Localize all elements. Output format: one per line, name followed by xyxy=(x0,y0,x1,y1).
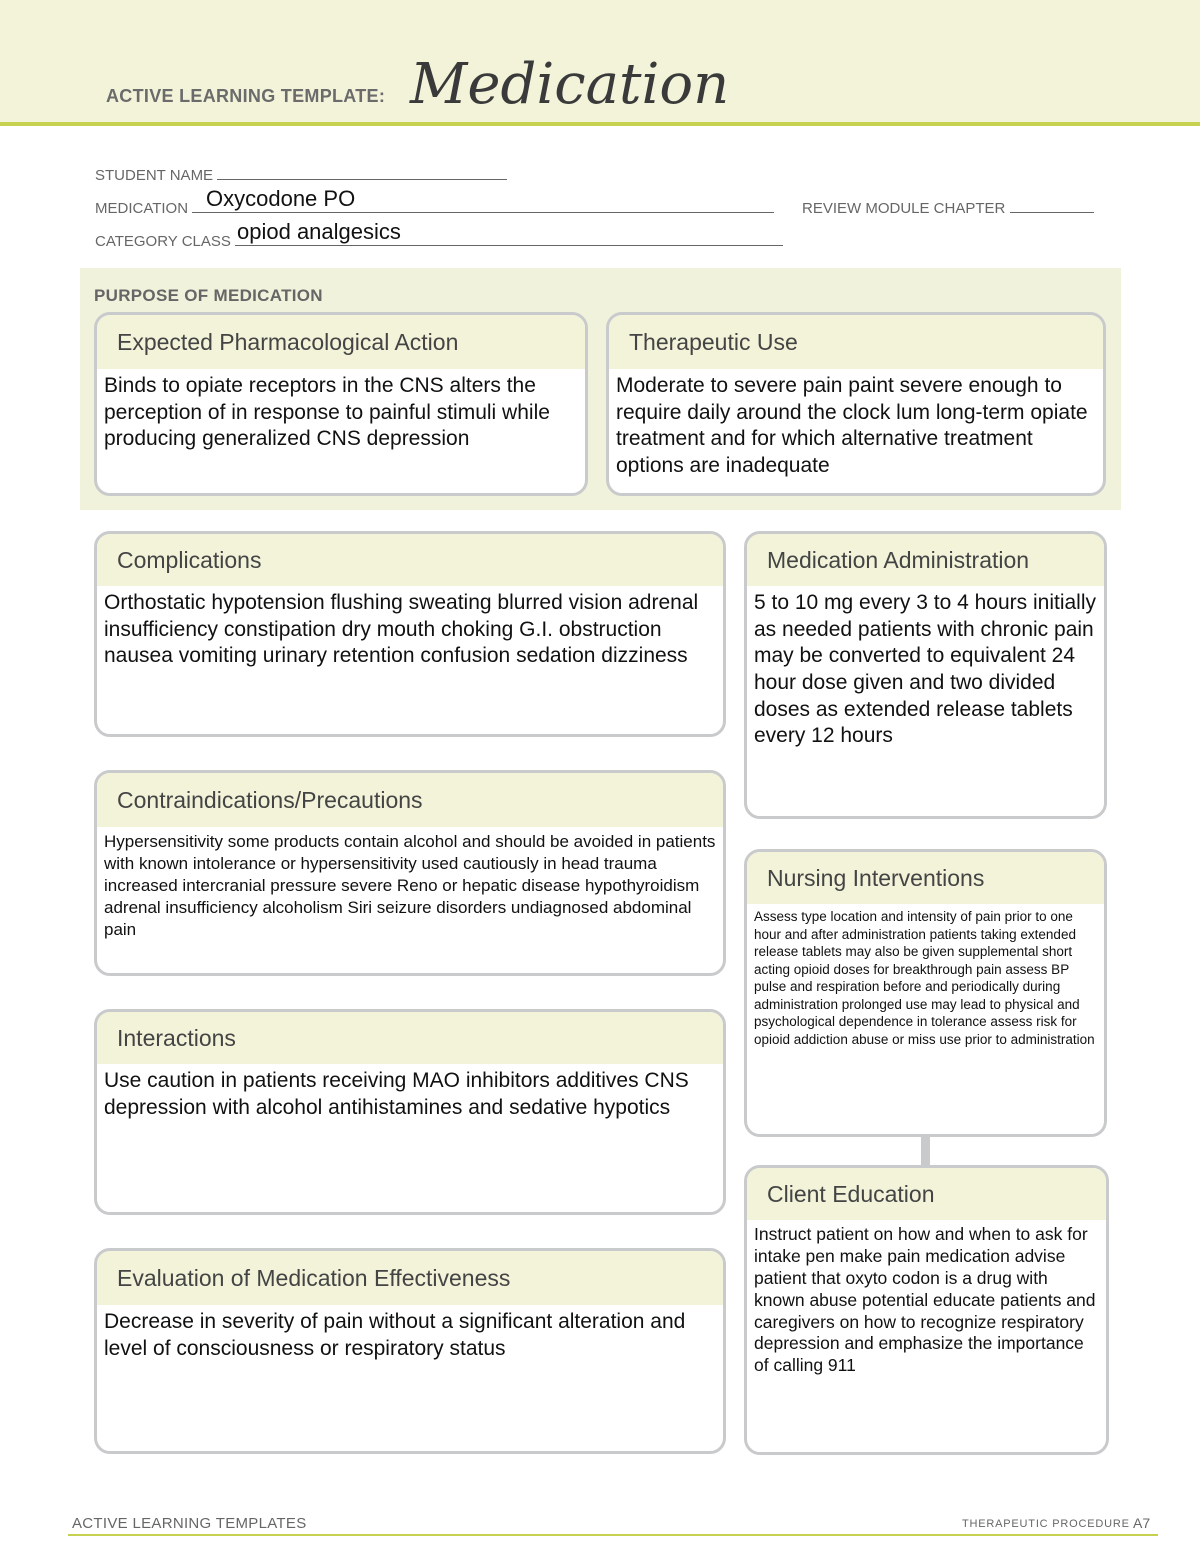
complications-text: Orthostatic hypotension flushing sweating blurred vision adrenal insufficiency constipation dry mouth choking G.I. obstruction nausea vomiting urinary retention confusion sedation dizziness xyxy=(104,591,699,668)
therapeutic-use-text: Moderate to severe pain paint severe enough to require daily around the clock lum long-term opiate treatment and for which alternative treatment options are inadequate xyxy=(616,374,1088,477)
review-row xyxy=(802,198,1094,217)
category-label: CATEGORY CLASS xyxy=(95,233,231,250)
medication-row xyxy=(95,198,774,217)
complications-box xyxy=(94,531,726,737)
purpose-label: PURPOSE OF MEDICATION xyxy=(94,286,323,305)
expected-action-box xyxy=(94,312,588,496)
expected-action-text: Binds to opiate receptors in the CNS alters the perception of in response to painful stimuli while producing generalized CNS depression xyxy=(104,374,550,451)
interactions-box xyxy=(94,1009,726,1215)
administration-title: Medication Administration xyxy=(747,534,1104,586)
client-education-text: Instruct patient on how and when to ask for intake pen make pain medication advise patient that oxyto codon is a drug with known abuse potential educate patients and caregivers on how to recognize respiratory depression and emphasize the importance of calling 911 xyxy=(754,1224,1096,1376)
therapeutic-use-box xyxy=(606,312,1106,496)
therapeutic-use-title: Therapeutic Use xyxy=(609,315,1103,369)
evaluation-box xyxy=(94,1248,726,1454)
header-rule xyxy=(0,122,1200,126)
medication-value: Oxycodone PO xyxy=(206,186,356,211)
page-title: Medication xyxy=(410,52,730,117)
complications-title: Complications xyxy=(97,534,723,586)
nursing-interventions-text: Assess type location and intensity of pain prior to one hour and after administration patients taking extended release tablets may also be given supplemental short acting opioid doses for breakthrough pain assess BP pulse and respiration before and periodically during administration prolonged use may lead to physical and psychological dependence in tolerance assess risk for opioid addiction abuse or miss use prior to administration xyxy=(754,909,1095,1047)
student-name-field[interactable] xyxy=(217,165,507,180)
student-name-label: STUDENT NAME xyxy=(95,167,214,184)
footer-left-label: ACTIVE LEARNING TEMPLATES xyxy=(72,1515,307,1532)
contraindications-title: Contraindications/Precautions xyxy=(97,773,723,827)
footer-rule xyxy=(68,1534,1158,1536)
contraindications-box xyxy=(94,770,726,976)
client-education-title: Client Education xyxy=(747,1168,1106,1220)
category-row xyxy=(95,231,783,250)
footer-right-label: THERAPEUTIC PROCEDURE xyxy=(962,1518,1130,1530)
medication-label: MEDICATION xyxy=(95,200,189,217)
page-number: A7 xyxy=(1133,1515,1151,1531)
review-module-field[interactable] xyxy=(1010,198,1094,213)
template-label: ACTIVE LEARNING TEMPLATE: xyxy=(106,86,386,106)
category-value: opiod analgesics xyxy=(237,219,401,244)
nursing-interventions-title: Nursing Interventions xyxy=(747,852,1104,904)
evaluation-text: Decrease in severity of pain without a significant alteration and level of consciousness or respiratory status xyxy=(104,1310,686,1360)
evaluation-title: Evaluation of Medication Effectiveness xyxy=(97,1251,723,1305)
nursing-interventions-box xyxy=(744,849,1107,1137)
contraindications-text: Hypersensitivity some products contain alcohol and should be avoided in patients with known intolerance or hypersensitivity used cautiously in head trauma increased intercranial pressure severe Reno or hepatic disease hypothyroidism adrenal insufficiency alcoholism Siri seizure disorders undiagnosed abdominal pain xyxy=(104,832,716,940)
administration-text: 5 to 10 mg every 3 to 4 hours initially as needed patients with chronic pain may be converted to equivalent 24 hour dose given and two divided doses as extended release tablets every 12 hours xyxy=(754,591,1097,748)
review-module-label: REVIEW MODULE CHAPTER xyxy=(802,200,1006,217)
administration-box xyxy=(744,531,1107,819)
interactions-title: Interactions xyxy=(97,1012,723,1064)
student-name-row xyxy=(95,165,507,184)
interactions-text: Use caution in patients receiving MAO inhibitors additives CNS depression with alcohol antihistamines and sedative hypotics xyxy=(104,1069,689,1119)
expected-action-title: Expected Pharmacological Action xyxy=(97,315,585,369)
client-education-box xyxy=(744,1165,1109,1455)
connector-bar xyxy=(921,1134,930,1166)
